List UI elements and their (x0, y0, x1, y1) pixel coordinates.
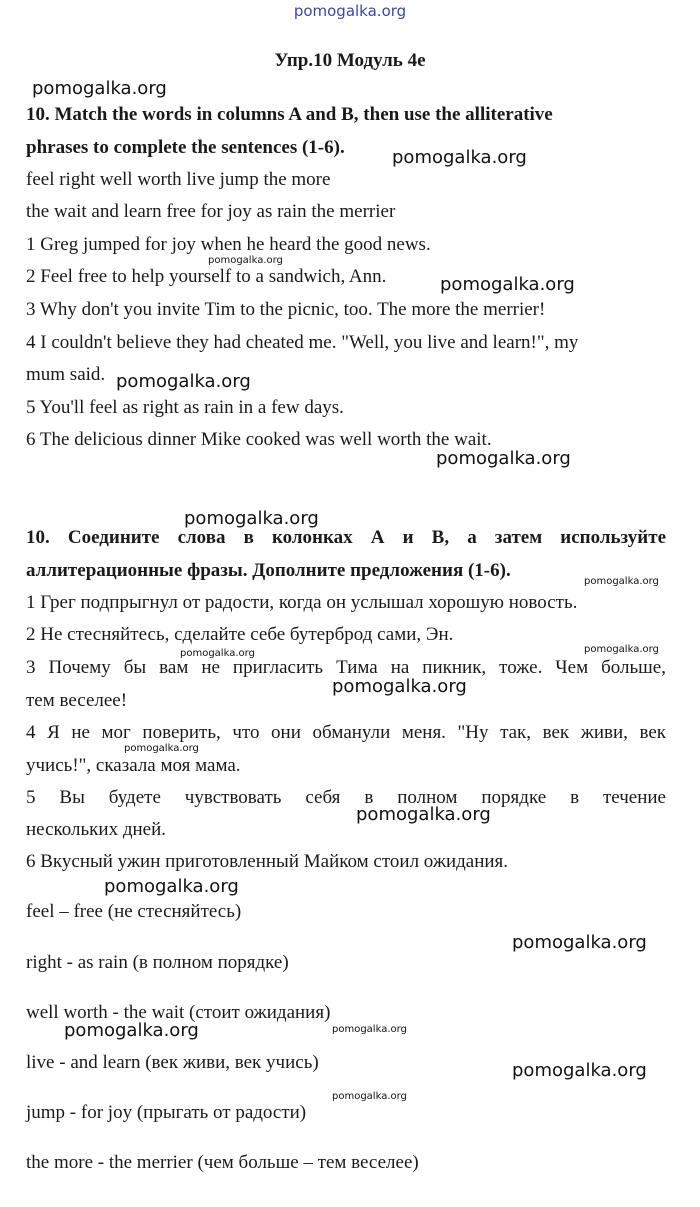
russian-sentence-5-line-1: 5 Вы будете чувствовать себя в полном порядке в течение (26, 787, 666, 808)
watermark: pomogalka.org (332, 1091, 407, 1102)
english-heading-line-2: phrases to complete the sentences (1-6). (26, 137, 345, 158)
watermark: pomogalka.org (116, 371, 251, 392)
phrase-item: the more - the merrier (чем больше – тем веселее) (26, 1152, 419, 1173)
watermark: pomogalka.org (184, 508, 319, 529)
russian-sentence-3-line-2: тем веселее! (26, 690, 128, 711)
english-sentence-1: 1 Greg jumped for joy when he heard the good news. (26, 234, 431, 255)
english-sentence-2: 2 Feel free to help yourself to a sandwich, Ann. (26, 266, 387, 287)
top-watermark[interactable]: pomogalka.org (293, 2, 407, 20)
russian-sentence-4-line-2: учись!", сказала моя мама. (26, 755, 241, 776)
russian-sentence-4-line-1: 4 Я не мог поверить, что они обманули меня. "Ну так, век живи, век (26, 722, 666, 743)
watermark: pomogalka.org (104, 876, 239, 897)
english-sentence-5: 5 You'll feel as right as rain in a few days. (26, 397, 344, 418)
watermark: pomogalka.org (180, 648, 255, 659)
watermark: pomogalka.org (356, 804, 491, 825)
phrase-item: feel – free (не стесняйтесь) (26, 901, 242, 922)
russian-sentence-3-line-1: 3 Почему бы вам не пригласить Тима на пикник, тоже. Чем больше, (26, 657, 666, 678)
phrase-item: jump - for joy (прыгать от радости) (26, 1102, 307, 1123)
word-list-line-1: feel right well worth live jump the more (26, 169, 331, 190)
watermark: pomogalka.org (512, 932, 647, 953)
phrase-item: well worth - the wait (стоит ожидания) (26, 1002, 331, 1023)
watermark: pomogalka.org (332, 1024, 407, 1035)
english-sentence-6: 6 The delicious dinner Mike cooked was well worth the wait. (26, 429, 492, 450)
english-sentence-4-line-2: mum said. (26, 364, 106, 385)
watermark: pomogalka.org (436, 448, 571, 469)
watermark: pomogalka.org (124, 743, 199, 754)
watermark: pomogalka.org (392, 147, 527, 168)
english-sentence-4-line-1: 4 I couldn't believe they had cheated me. "Well, you live and learn!", my (26, 332, 579, 353)
page-title: Упр.10 Модуль 4е (274, 50, 426, 71)
phrase-item: live - and learn (век живи, век учись) (26, 1052, 319, 1073)
watermark: pomogalka.org (584, 644, 659, 655)
russian-heading-line-1: 10. Соедините слова в колонках А и В, а затем используйте (26, 527, 666, 548)
phrase-item: right - as rain (в полном порядке) (26, 952, 289, 973)
watermark: pomogalka.org (332, 676, 467, 697)
watermark: pomogalka.org (584, 576, 659, 587)
watermark: pomogalka.org (208, 255, 283, 266)
russian-heading-line-2: аллитерационные фразы. Дополните предложения (1-6). (26, 560, 511, 581)
russian-sentence-1: 1 Грег подпрыгнул от радости, когда он услышал хорошую новость. (26, 592, 578, 613)
word-list-line-2: the wait and learn free for joy as rain the merrier (26, 201, 396, 222)
english-sentence-3: 3 Why don't you invite Tim to the picnic, too. The more the merrier! (26, 299, 546, 320)
russian-sentence-2: 2 Не стесняйтесь, сделайте себе бутерброд сами, Эн. (26, 624, 454, 645)
russian-sentence-6: 6 Вкусный ужин приготовленный Майком стоил ожидания. (26, 851, 509, 872)
english-heading-line-1: 10. Match the words in columns A and B, then use the alliterative (26, 104, 553, 125)
russian-sentence-5-line-2: нескольких дней. (26, 819, 167, 840)
watermark: pomogalka.org (64, 1020, 199, 1041)
watermark: pomogalka.org (32, 78, 167, 99)
watermark: pomogalka.org (512, 1060, 647, 1081)
watermark: pomogalka.org (440, 274, 575, 295)
